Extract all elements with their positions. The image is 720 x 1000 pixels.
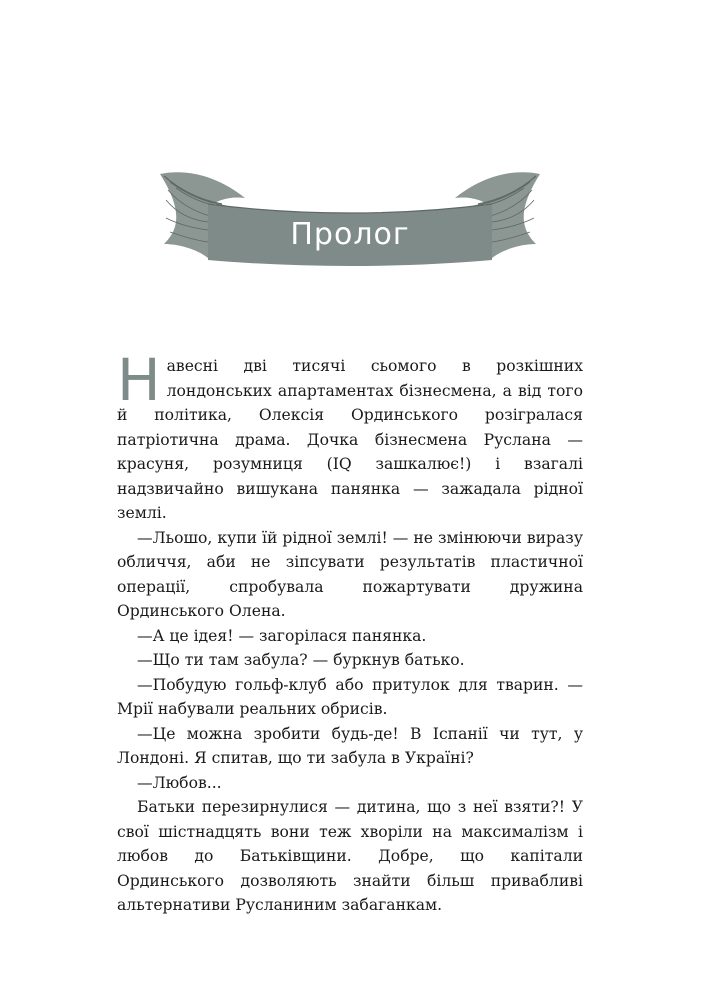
drop-cap: Н — [117, 346, 161, 414]
paragraph: —Що ти там забула? — буркнув батько. — [137, 651, 465, 669]
paragraph: —Це можна зробити будь-де! В Іспанії чи тут, у Лондоні. Я спитав, що ти забула в Україні? — [117, 724, 583, 767]
paragraph: Батьки перезирнулися — дитина, що з неї взяти?! У свої шістнадцять вони теж хворіли на максималізм і любов до Батьківщини. Добре, що капітали Ординського дозволяють знайти більш привабливі альтернативи Русланиним забаганкам. — [117, 798, 583, 914]
paragraph: —Любов... — [137, 773, 222, 792]
chapter-banner — [150, 160, 550, 270]
paragraph: Навесні дві тисячі сьомого в розкішних лондонських апартаментах бізнесмена, а від того й політика, Олексія Ординського розігралася патріотична драма. Дочка бізнесмена Руслана — красуня, розумниця (IQ зашкалює!) і взагалі надзвичайно вишукана панянка — зажадала рідної землі. — [117, 346, 583, 522]
paragraph: —Льошо, купи їй рідної землі! — не змінюючи виразу обличчя, аби не зіпсувати результатів пластичної операції, спробувала пожартувати дружина Ординського Олена. — [117, 528, 583, 620]
chapter-title: Пролог — [290, 216, 410, 252]
paragraph: —А це ідея! — загорілася панянка. — [137, 626, 427, 645]
body-text — [117, 346, 583, 918]
paragraph: —Побудую гольф-клуб або притулок для тварин. — Мрії набували реальних обрисів. — [117, 675, 583, 718]
